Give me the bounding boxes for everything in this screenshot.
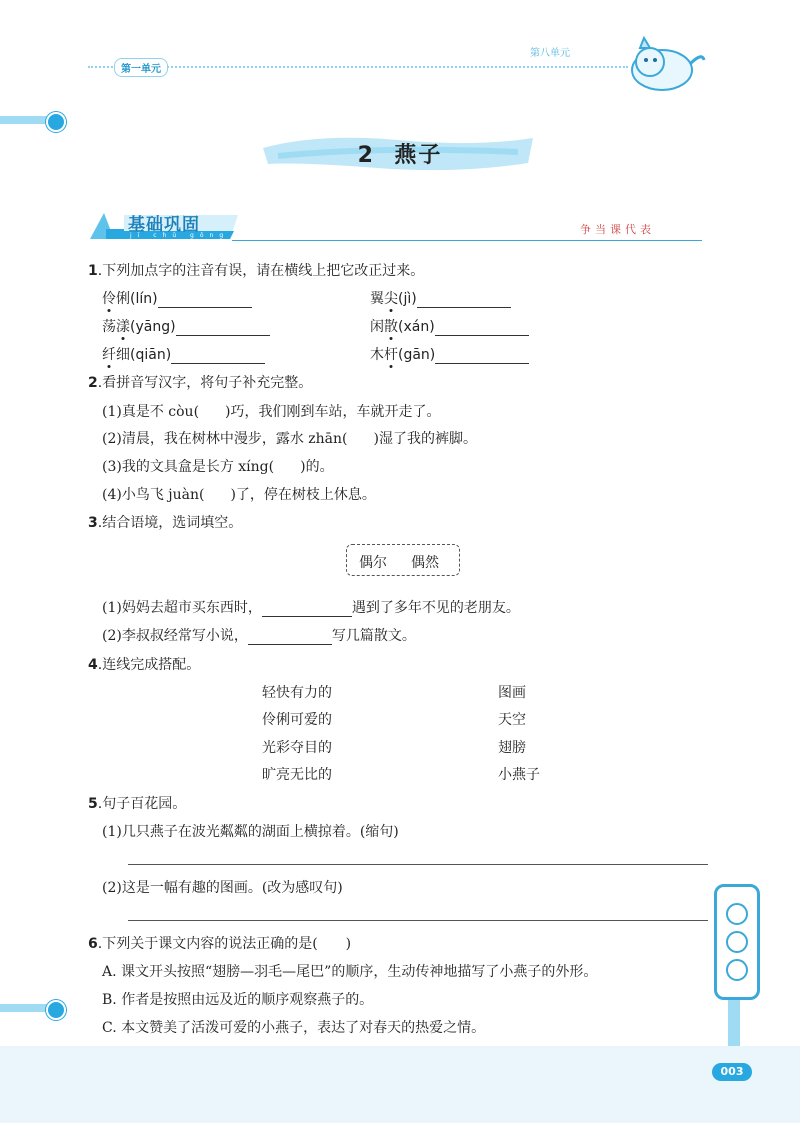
side-tab-dot (46, 112, 66, 132)
side-tab-bar-low (0, 1004, 52, 1012)
q2-stem: 2.看拼音写汉字，将句子补充完整。 (88, 375, 313, 391)
match-left-3[interactable]: 光彩夺目的 (262, 740, 332, 756)
word-option-2: 偶然 (411, 555, 439, 571)
answer-blank[interactable] (417, 293, 511, 308)
lesson-number: 2 (357, 143, 375, 168)
q2-sentence-3: (3)我的文具盒是长方 xíng( )的。 (102, 459, 334, 475)
q1-item-2: 翼尖(jì) (370, 288, 511, 308)
lesson-name: 燕子 (394, 143, 443, 168)
q6-stem: 6.下列关于课文内容的说法正确的是( ) (88, 936, 352, 952)
answer-line-1[interactable] (128, 864, 708, 865)
section-title: 基础巩固 (128, 215, 200, 235)
section-pinyin: jī chǔ gǒng gù (130, 232, 257, 239)
unit-label-left: 第一单元 (114, 58, 168, 77)
match-right-4[interactable]: 小燕子 (498, 767, 540, 783)
q4-stem: 4.连线完成搭配。 (88, 657, 201, 673)
traffic-light-pole (728, 996, 740, 1046)
answer-blank[interactable] (176, 321, 270, 336)
answer-blank[interactable] (248, 630, 332, 645)
header-dotted-line (88, 66, 628, 68)
match-right-3[interactable]: 翅膀 (498, 740, 526, 756)
match-right-1[interactable]: 图画 (498, 685, 526, 701)
traffic-light-icon (714, 884, 760, 1000)
q3-sentence-2: (2)李叔叔经常写小说， 写几篇散文。 (102, 628, 416, 644)
answer-blank[interactable] (171, 349, 265, 364)
lesson-title (0, 138, 800, 169)
q6-option-b[interactable]: B. 作者是按照由远及近的顺序观察燕子的。 (102, 992, 374, 1008)
puppy-mascot-icon (622, 30, 708, 96)
q6-option-c[interactable]: C. 本文赞美了活泼可爱的小燕子，表达了对春天的热爱之情。 (102, 1020, 486, 1036)
answer-blank[interactable] (435, 321, 529, 336)
side-tab-bar (0, 116, 52, 124)
match-right-2[interactable]: 天空 (498, 712, 526, 728)
q6-option-a[interactable]: A. 课文开头按照“翅膀—羽毛—尾巴”的顺序，生动传神地描写了小燕子的外形。 (102, 964, 598, 980)
q2-sentence-2: (2)清晨，我在树林中漫步，露水 zhān( )湿了我的裤脚。 (102, 431, 477, 447)
answer-blank[interactable] (158, 293, 252, 308)
q1-item-4: 闲散(xán) (370, 316, 529, 336)
q2-sentence-4: (4)小鸟飞 juàn( )了，停在树枝上休息。 (102, 487, 376, 503)
q1-item-5: 纤细(qiān) (102, 344, 265, 364)
answer-blank[interactable] (262, 602, 352, 617)
word-choice-box (346, 544, 460, 576)
unit-label-right: 第八单元 (530, 48, 570, 59)
section-motto: 争当课代表 (580, 223, 655, 236)
page-footer (0, 1046, 800, 1123)
answer-line-2[interactable] (128, 920, 708, 921)
word-option-1: 偶尔 (359, 555, 387, 571)
q5-sentence-1: (1)几只燕子在波光粼粼的湖面上横掠着。(缩句) (102, 824, 399, 840)
q1-item-3: 荡漾(yāng) (102, 316, 270, 336)
q5-sentence-2: (2)这是一幅有趣的图画。(改为感叹句) (102, 880, 343, 896)
q1-stem: 1.下列加点字的注音有误，请在横线上把它改正过来。 (88, 263, 425, 279)
q3-stem: 3.结合语境，选词填空。 (88, 515, 243, 531)
q1-item-1: 伶俐(lín) (102, 288, 252, 308)
page-number: 003 (712, 1063, 752, 1081)
side-tab-dot-low (46, 1000, 66, 1020)
q1-item-6: 木杆(gān) (370, 344, 529, 364)
section-underline (232, 240, 702, 241)
q5-stem: 5.句子百花园。 (88, 796, 187, 812)
match-left-1[interactable]: 轻快有力的 (262, 685, 332, 701)
q2-sentence-1: (1)真是不 còu( )巧，我们刚到车站，车就开走了。 (102, 404, 441, 420)
match-left-4[interactable]: 旷亮无比的 (262, 767, 332, 783)
q3-sentence-1: (1)妈妈去超市买东西时， 遇到了多年不见的老朋友。 (102, 600, 520, 616)
match-left-2[interactable]: 伶俐可爱的 (262, 712, 332, 728)
answer-blank[interactable] (435, 349, 529, 364)
